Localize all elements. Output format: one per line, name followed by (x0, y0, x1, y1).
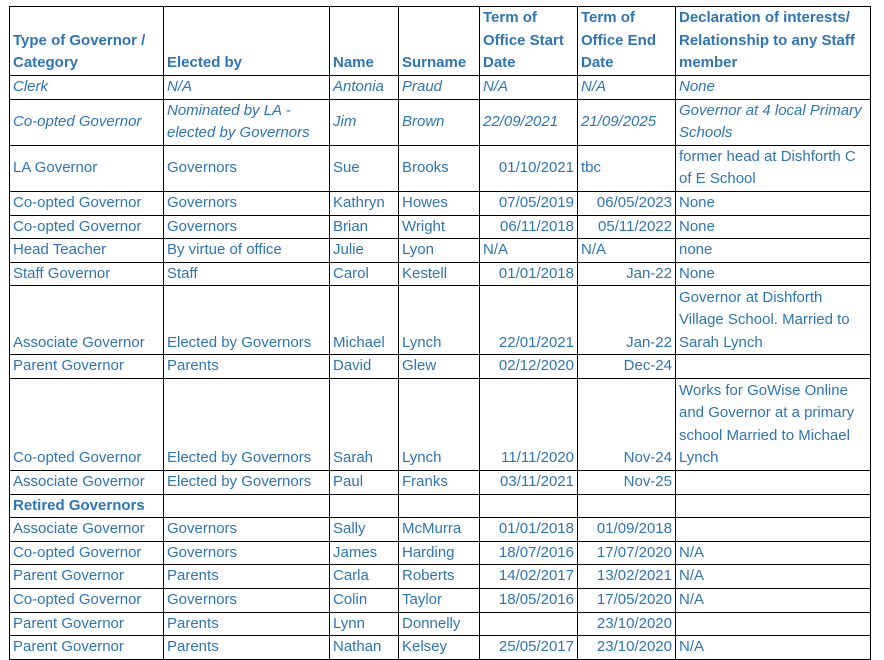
cell-end-date: Jan-22 (578, 262, 676, 286)
cell-end-date: 23/10/2020 (578, 612, 676, 636)
cell-type: Parent Governor (10, 636, 164, 660)
cell-type: Associate Governor (10, 470, 164, 494)
cell-declaration (676, 355, 871, 379)
cell-type: Clerk (10, 76, 164, 100)
cell-type: Head Teacher (10, 239, 164, 263)
empty-cell (399, 494, 480, 518)
cell-end-date: Dec-24 (578, 355, 676, 379)
cell-end-date: Nov-24 (578, 378, 676, 470)
cell-start-date: 18/05/2016 (480, 588, 578, 612)
cell-type: Co-opted Governor (10, 588, 164, 612)
header-declaration: Declaration of interests/ Relationship to any Staff member (676, 7, 871, 76)
empty-cell (164, 494, 330, 518)
cell-elected-by: Nominated by LA - elected by Governors (164, 99, 330, 145)
empty-cell (676, 494, 871, 518)
cell-start-date: 25/05/2017 (480, 636, 578, 660)
cell-start-date: 02/12/2020 (480, 355, 578, 379)
cell-end-date: Jan-22 (578, 286, 676, 355)
cell-name: Antonia (330, 76, 399, 100)
cell-surname: Donnelly (399, 612, 480, 636)
cell-name: Carla (330, 565, 399, 589)
cell-surname: Roberts (399, 565, 480, 589)
cell-start-date: 07/05/2019 (480, 191, 578, 215)
cell-end-date: 13/02/2021 (578, 565, 676, 589)
cell-name: Michael (330, 286, 399, 355)
cell-type: Parent Governor (10, 355, 164, 379)
header-start-date: Term of Office Start Date (480, 7, 578, 76)
cell-elected-by: By virtue of office (164, 239, 330, 263)
table-row (10, 145, 871, 191)
cell-name: Sally (330, 518, 399, 542)
cell-declaration: None (676, 76, 871, 100)
table-row (10, 99, 871, 145)
cell-surname: Lynch (399, 286, 480, 355)
cell-declaration: Governor at 4 local Primary Schools (676, 99, 871, 145)
table-row (10, 378, 871, 470)
retired-heading: Retired Governors (10, 494, 164, 518)
cell-elected-by: Elected by Governors (164, 286, 330, 355)
cell-surname: Brooks (399, 145, 480, 191)
table-row (10, 262, 871, 286)
cell-declaration: Governor at Dishforth Village School. Married to Sarah Lynch (676, 286, 871, 355)
cell-end-date: N/A (578, 239, 676, 263)
header-row (10, 7, 871, 76)
cell-name: Julie (330, 239, 399, 263)
cell-declaration: N/A (676, 636, 871, 660)
cell-name: David (330, 355, 399, 379)
cell-end-date: 17/05/2020 (578, 588, 676, 612)
cell-elected-by: Elected by Governors (164, 470, 330, 494)
cell-elected-by: Governors (164, 588, 330, 612)
governors-table-container (9, 6, 871, 660)
cell-declaration: None (676, 191, 871, 215)
retired-row (10, 565, 871, 589)
cell-type: Parent Governor (10, 612, 164, 636)
cell-declaration: N/A (676, 565, 871, 589)
cell-surname: Lynch (399, 378, 480, 470)
retired-row (10, 588, 871, 612)
cell-type: Staff Governor (10, 262, 164, 286)
cell-surname: Kelsey (399, 636, 480, 660)
header-type: Type of Governor / Category (10, 7, 164, 76)
cell-declaration: None (676, 215, 871, 239)
cell-name: Nathan (330, 636, 399, 660)
table-row (10, 470, 871, 494)
cell-elected-by: Parents (164, 565, 330, 589)
cell-elected-by: Parents (164, 355, 330, 379)
empty-cell (578, 494, 676, 518)
cell-surname: Lyon (399, 239, 480, 263)
empty-cell (330, 494, 399, 518)
cell-start-date: 03/11/2021 (480, 470, 578, 494)
cell-start-date (480, 612, 578, 636)
empty-cell (480, 494, 578, 518)
table-row (10, 286, 871, 355)
cell-end-date: 05/11/2022 (578, 215, 676, 239)
cell-start-date: 18/07/2016 (480, 541, 578, 565)
table-row (10, 355, 871, 379)
cell-start-date: 01/01/2018 (480, 518, 578, 542)
retired-row (10, 518, 871, 542)
cell-end-date: 21/09/2025 (578, 99, 676, 145)
cell-surname: Harding (399, 541, 480, 565)
cell-end-date: 06/05/2023 (578, 191, 676, 215)
cell-end-date: 17/07/2020 (578, 541, 676, 565)
cell-type: Associate Governor (10, 286, 164, 355)
cell-type: Co-opted Governor (10, 99, 164, 145)
cell-name: Sue (330, 145, 399, 191)
header-name: Name (330, 7, 399, 76)
cell-start-date: 01/10/2021 (480, 145, 578, 191)
cell-start-date: 01/01/2018 (480, 262, 578, 286)
table-row (10, 191, 871, 215)
cell-declaration: none (676, 239, 871, 263)
table-row (10, 215, 871, 239)
cell-start-date: 14/02/2017 (480, 565, 578, 589)
cell-declaration: Works for GoWise Online and Governor at a primary school Married to Michael Lynch (676, 378, 871, 470)
cell-name: Carol (330, 262, 399, 286)
cell-type: Co-opted Governor (10, 215, 164, 239)
cell-end-date: tbc (578, 145, 676, 191)
cell-start-date: 22/09/2021 (480, 99, 578, 145)
retired-row (10, 541, 871, 565)
table-row (10, 76, 871, 100)
cell-type: Co-opted Governor (10, 191, 164, 215)
cell-start-date: 11/11/2020 (480, 378, 578, 470)
cell-elected-by: Parents (164, 612, 330, 636)
cell-type: Co-opted Governor (10, 378, 164, 470)
governors-table (9, 6, 871, 660)
cell-type: Parent Governor (10, 565, 164, 589)
cell-type: Co-opted Governor (10, 541, 164, 565)
cell-name: Lynn (330, 612, 399, 636)
cell-start-date: N/A (480, 239, 578, 263)
cell-surname: Wright (399, 215, 480, 239)
cell-declaration (676, 518, 871, 542)
cell-declaration: None (676, 262, 871, 286)
header-elected-by: Elected by (164, 7, 330, 76)
cell-type: LA Governor (10, 145, 164, 191)
cell-surname: Howes (399, 191, 480, 215)
cell-declaration: N/A (676, 541, 871, 565)
cell-name: Brian (330, 215, 399, 239)
cell-surname: McMurra (399, 518, 480, 542)
cell-declaration: N/A (676, 588, 871, 612)
header-surname: Surname (399, 7, 480, 76)
cell-surname: Glew (399, 355, 480, 379)
cell-type: Associate Governor (10, 518, 164, 542)
cell-elected-by: Governors (164, 215, 330, 239)
retired-section-row (10, 494, 871, 518)
cell-surname: Praud (399, 76, 480, 100)
cell-name: Kathryn (330, 191, 399, 215)
cell-end-date: 01/09/2018 (578, 518, 676, 542)
cell-start-date: N/A (480, 76, 578, 100)
cell-start-date: 22/01/2021 (480, 286, 578, 355)
cell-end-date: Nov-25 (578, 470, 676, 494)
cell-elected-by: Elected by Governors (164, 378, 330, 470)
cell-end-date: 23/10/2020 (578, 636, 676, 660)
cell-name: Paul (330, 470, 399, 494)
cell-elected-by: N/A (164, 76, 330, 100)
cell-surname: Brown (399, 99, 480, 145)
table-row (10, 239, 871, 263)
cell-name: Colin (330, 588, 399, 612)
cell-declaration: former head at Dishforth C of E School (676, 145, 871, 191)
cell-elected-by: Governors (164, 145, 330, 191)
cell-surname: Kestell (399, 262, 480, 286)
cell-elected-by: Governors (164, 191, 330, 215)
cell-elected-by: Governors (164, 518, 330, 542)
cell-surname: Franks (399, 470, 480, 494)
cell-name: James (330, 541, 399, 565)
cell-declaration (676, 612, 871, 636)
cell-surname: Taylor (399, 588, 480, 612)
retired-row (10, 612, 871, 636)
cell-name: Jim (330, 99, 399, 145)
cell-name: Sarah (330, 378, 399, 470)
cell-end-date: N/A (578, 76, 676, 100)
cell-declaration (676, 470, 871, 494)
cell-elected-by: Parents (164, 636, 330, 660)
cell-elected-by: Staff (164, 262, 330, 286)
header-end-date: Term of Office End Date (578, 7, 676, 76)
cell-start-date: 06/11/2018 (480, 215, 578, 239)
cell-elected-by: Governors (164, 541, 330, 565)
